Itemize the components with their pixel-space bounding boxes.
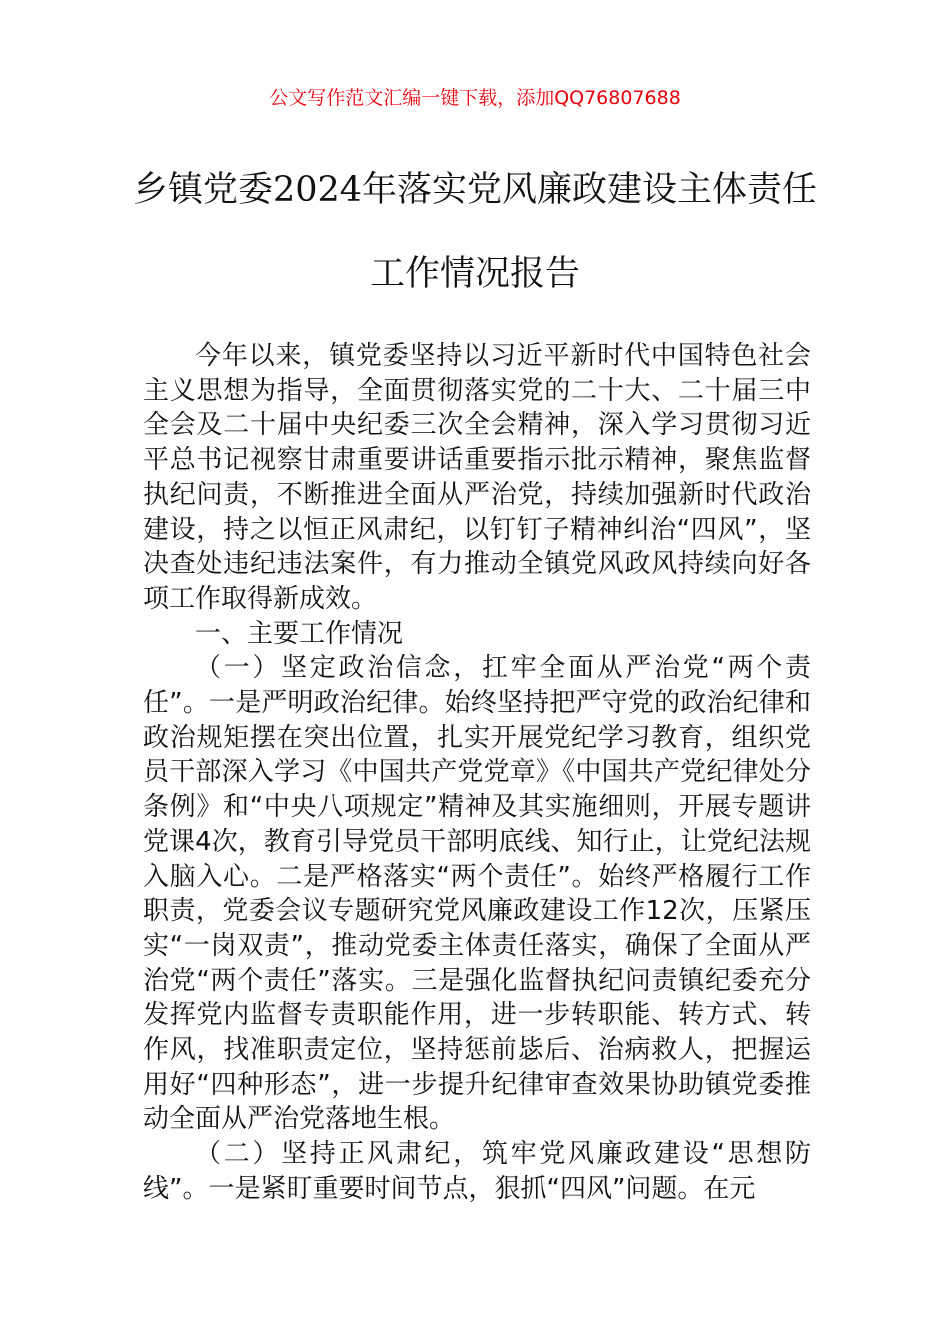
paragraph-intro: 今年以来，镇党委坚持以习近平新时代中国特色社会主义思想为指导，全面贯彻落实党的二十大、二十届三中全会及二十届中央纪委三次全会精神，深入学习贯彻习近平总书记视察甘肃重要讲话重要指示批示精神，聚焦监督执纪问责，不断推进全面从严治党，持续加强新时代政治建设，持之以恒正风肃纪，以钉钉子精神纠治“四风”，坚决查处违纪违法案件，有力推动全镇党风政风持续向好各项工作取得新成效。 <box>143 341 811 614</box>
document-title: 乡镇党委2024年落实党风廉政建设主体责任工作情况报告 <box>132 170 818 294</box>
section-heading: 一、主要工作情况 <box>195 618 404 649</box>
paragraph-section-2: （二）坚持正风肃纪，筑牢党风廉政建设“思想防线”。一是紧盯重要时间节点，狠抓“四风”问题。在元 <box>143 1139 811 1204</box>
paragraph-section-1: （一）坚定政治信念，扛牢全面从严治党“两个责任”。一是严明政治纪律。始终坚持把严守党的政治纪律和政治规矩摆在突出位置，扎实开展党纪学习教育，组织党员干部深入学习《中国共产党党章》《中国共产党纪律处分条例》和“中央八项规定”精神及其实施细则，开展专题讲党课4次，教育引导党员干部明底线、知行止，让党纪法规入脑入心。二是严格落实“两个责任”。始终严格履行工作职责，党委会议专题研究党风廉政建设工作12次，压紧压实“一岗双责”，推动党委主体责任落实，确保了全面从严治党“两个责任”落实。三是强化监督执纪问责镇纪委充分发挥党内监督专责职能作用，进一步转职能、转方式、转作风，找准职责定位，坚持惩前毖后、治病救人，把握运用好“四种形态”，进一步提升纪律审查效果协助镇党委推动全面从严治党落地生根。 <box>143 653 811 1135</box>
document-body <box>143 339 811 1207</box>
watermark-banner: 公文写作范文汇编一键下载，添加QQ76807688 <box>269 87 681 109</box>
